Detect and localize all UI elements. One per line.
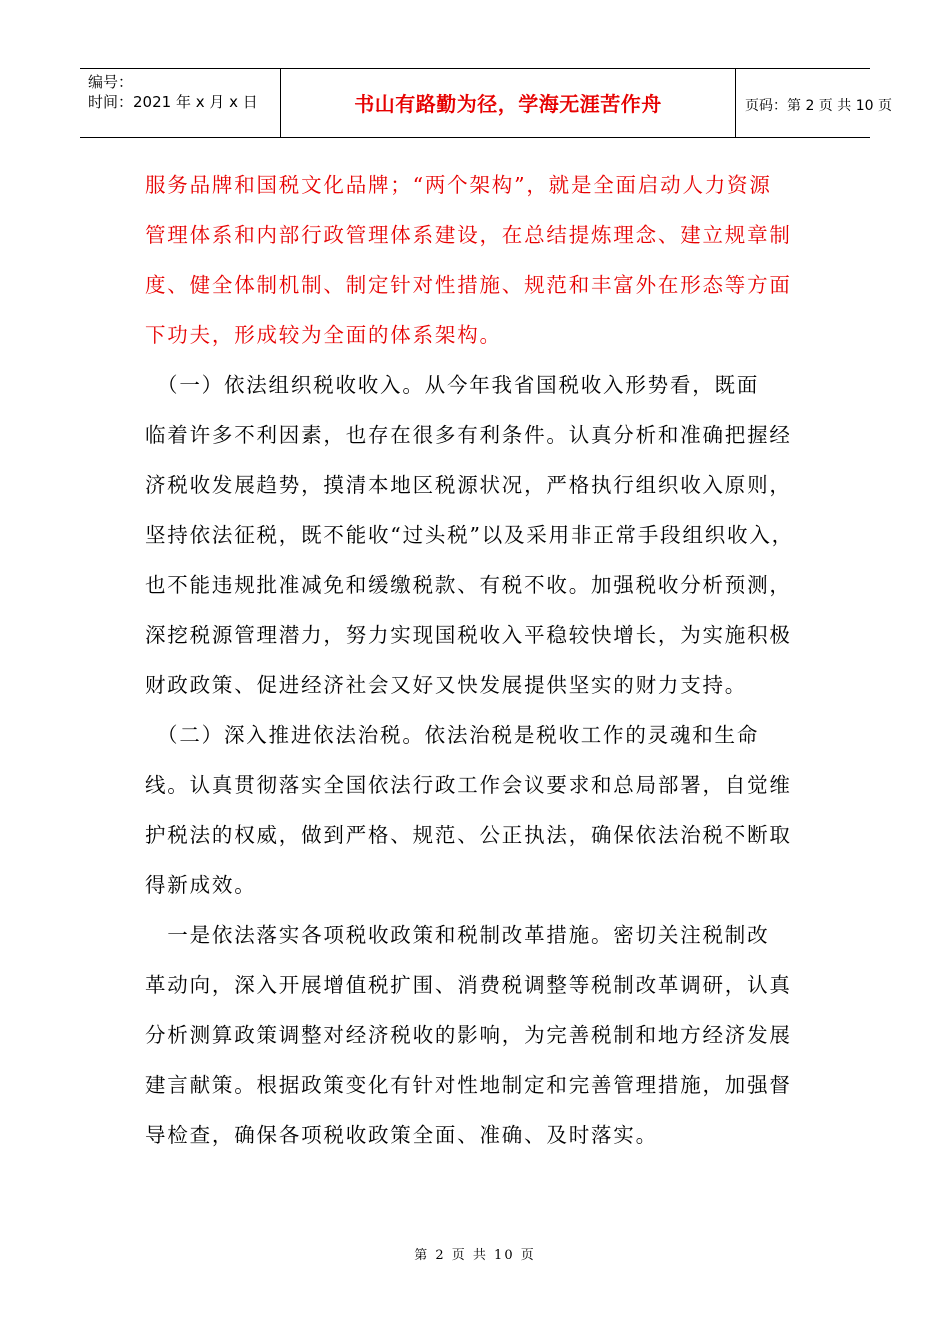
body-line: 建言献策。根据政策变化有针对性地制定和完善管理措施，加强督 [145,1073,792,1097]
body-line: 临着许多不利因素，也存在很多有利条件。认真分析和准确把握经 [145,423,792,447]
document-header [80,68,892,138]
header-meta-cell [80,69,280,137]
body-line: 下功夫，形成较为全面的体系架构。 [145,323,502,347]
document-date: 时间：2021 年 x 月 x 日 [88,93,258,111]
body-line: 分析测算政策调整对经济税收的影响，为完善税制和地方经济发展 [145,1023,792,1047]
document-body [145,160,809,1160]
body-line: 财政政策、促进经济社会又好又快发展提供坚实的财力支持。 [145,673,748,697]
body-line: 一是依法落实各项税收政策和税制改革措施。密切关注税制改 [145,923,770,947]
document-number-label: 编号： [88,73,134,91]
header-motto-cell [280,69,736,137]
body-line: 度、健全体制机制、制定针对性措施、规范和丰富外在形态等方面 [145,273,792,297]
body-line: 革动向，深入开展增值税扩围、消费税调整等税制改革调研，认真 [145,973,792,997]
body-line: 管理体系和内部行政管理体系建设，在总结提炼理念、建立规章制 [145,223,792,247]
body-line: 济税收发展趋势，摸清本地区税源状况，严格执行组织收入原则， [145,473,792,497]
header-page-info: 页码：第 2 页 共 10 页 [745,98,892,114]
body-line: 也不能违规批准减免和缓缴税款、有税不收。加强税收分析预测， [145,573,792,597]
header-page-cell [735,69,892,137]
body-line: 深挖税源管理潜力，努力实现国税收入平稳较快增长，为实施积极 [145,623,792,647]
body-line: （二）深入推进依法治税。依法治税是税收工作的灵魂和生命 [145,723,760,747]
body-line: 坚持依法征税，既不能收“过头税”以及采用非正常手段组织收入， [145,523,794,547]
body-line: （一）依法组织税收收入。从今年我省国税收入形势看，既面 [145,373,760,397]
page-footer: 第 2 页 共 10 页 [414,1248,536,1263]
body-line: 得新成效。 [145,873,257,897]
body-line: 服务品牌和国税文化品牌；“两个架构”，就是全面启动人力资源 [145,173,772,197]
body-line: 导检查，确保各项税收政策全面、准确、及时落实。 [145,1123,658,1147]
body-line: 线。认真贯彻落实全国依法行政工作会议要求和总局部署，自觉维 [145,773,792,797]
body-line: 护税法的权威，做到严格、规范、公正执法，确保依法治税不断取 [145,823,792,847]
header-motto: 书山有路勤为径，学海无涯苦作舟 [354,92,662,116]
